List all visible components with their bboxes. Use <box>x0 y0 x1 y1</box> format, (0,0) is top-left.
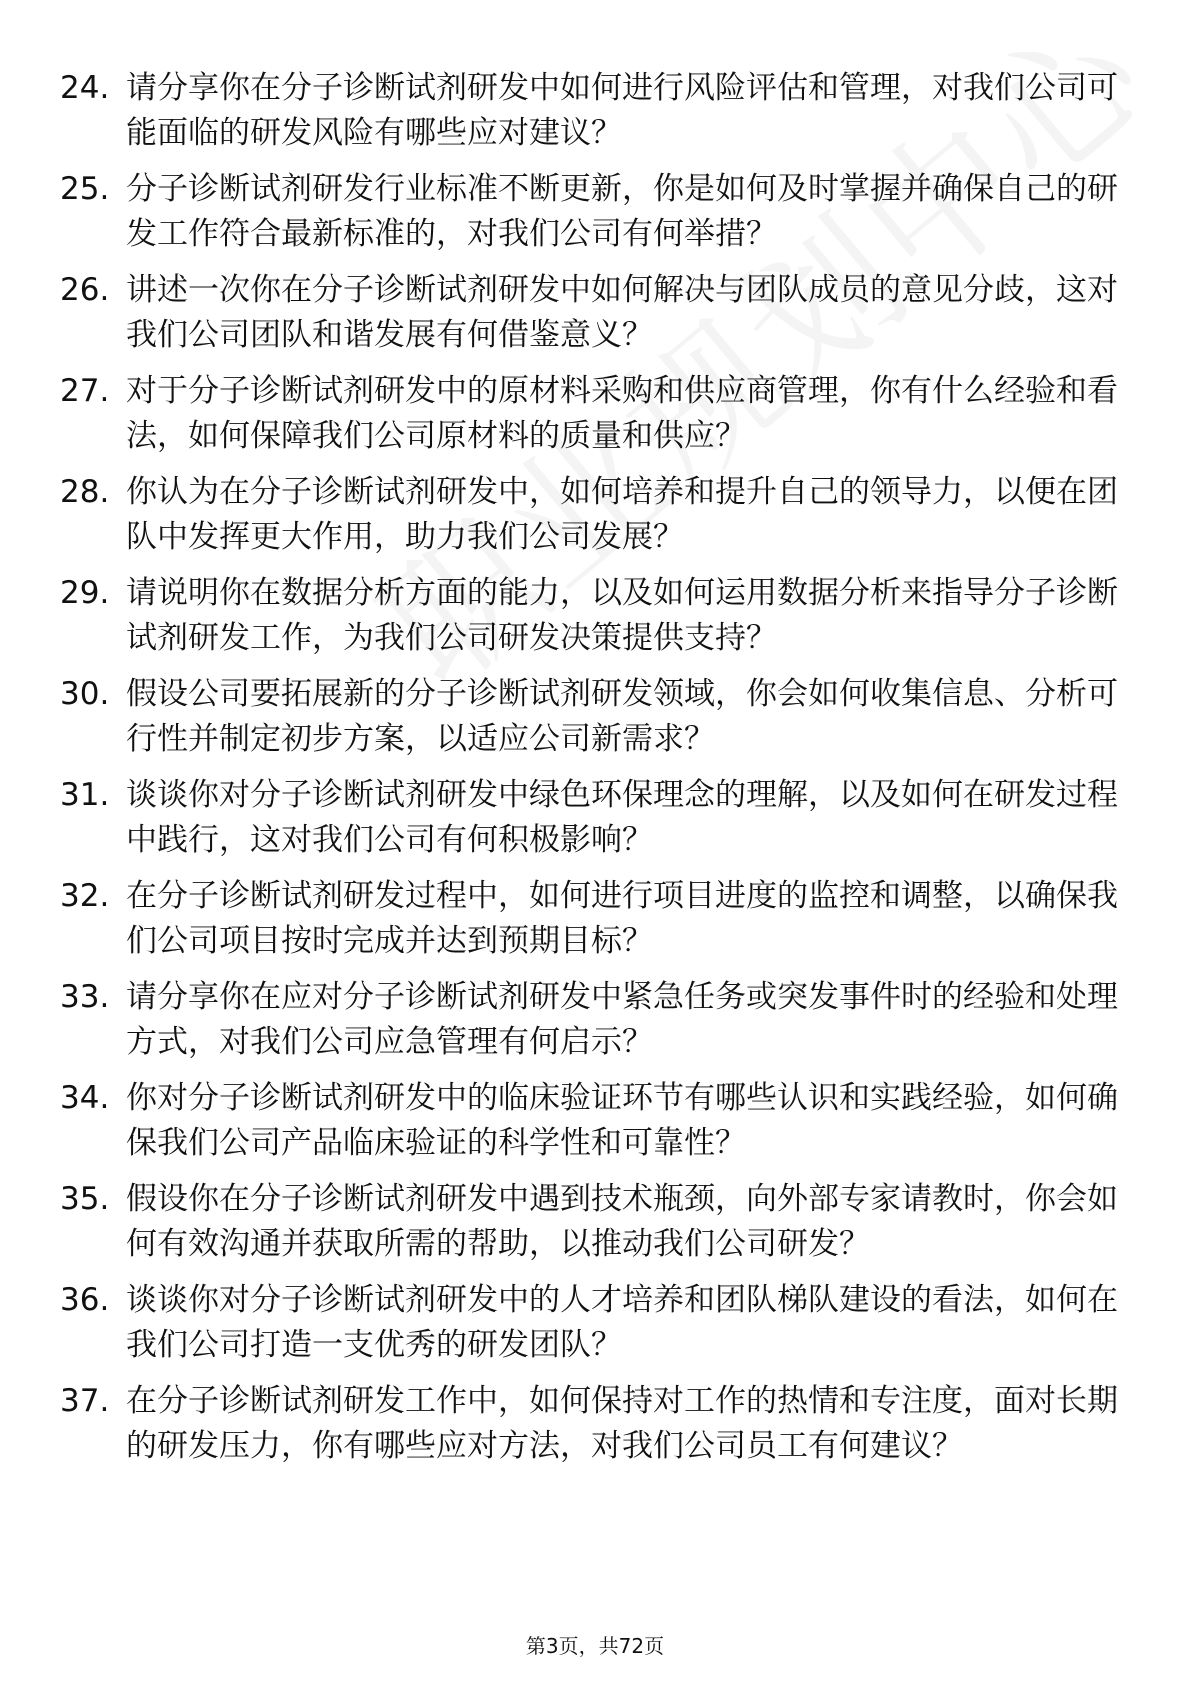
question-text: 分子诊断试剂研发行业标准不断更新，你是如何及时掌握并确保自己的研发工作符合最新标准的，对我们公司有何举措？ <box>126 171 1118 252</box>
question-number: 36. <box>60 1282 110 1318</box>
question-item <box>60 1177 1120 1267</box>
question-item <box>60 672 1120 762</box>
question-text: 请分享你在应对分子诊断试剂研发中紧急任务或突发事件时的经验和处理方式，对我们公司应急管理有何启示？ <box>126 979 1118 1060</box>
question-text: 假设你在分子诊断试剂研发中遇到技术瓶颈，向外部专家请教时，你会如何有效沟通并获取所需的帮助，以推动我们公司研发？ <box>126 1181 1118 1262</box>
question-item <box>60 66 1120 156</box>
question-number: 24. <box>60 70 110 106</box>
question-text: 谈谈你对分子诊断试剂研发中的人才培养和团队梯队建设的看法，如何在我们公司打造一支优秀的研发团队？ <box>126 1282 1118 1363</box>
question-number: 27. <box>60 373 110 409</box>
question-item <box>60 874 1120 964</box>
question-item <box>60 773 1120 863</box>
question-text: 讲述一次你在分子诊断试剂研发中如何解决与团队成员的意见分歧，这对我们公司团队和谐发展有何借鉴意义？ <box>126 272 1118 353</box>
question-number: 29. <box>60 575 110 611</box>
question-number: 33. <box>60 979 110 1015</box>
question-text: 你对分子诊断试剂研发中的临床验证环节有哪些认识和实践经验，如何确保我们公司产品临床验证的科学性和可靠性？ <box>126 1080 1118 1161</box>
question-number: 30. <box>60 676 110 712</box>
question-number: 35. <box>60 1181 110 1217</box>
question-text: 你认为在分子诊断试剂研发中，如何培养和提升自己的领导力，以便在团队中发挥更大作用，助力我们公司发展？ <box>126 474 1118 555</box>
question-item <box>60 975 1120 1065</box>
question-text: 假设公司要拓展新的分子诊断试剂研发领域，你会如何收集信息、分析可行性并制定初步方案，以适应公司新需求？ <box>126 676 1118 757</box>
question-item <box>60 369 1120 459</box>
question-number: 34. <box>60 1080 110 1116</box>
question-item <box>60 167 1120 257</box>
question-item <box>60 1278 1120 1368</box>
question-text: 对于分子诊断试剂研发中的原材料采购和供应商管理，你有什么经验和看法，如何保障我们公司原材料的质量和供应？ <box>126 373 1118 454</box>
question-number: 28. <box>60 474 110 510</box>
question-text: 在分子诊断试剂研发过程中，如何进行项目进度的监控和调整，以确保我们公司项目按时完成并达到预期目标？ <box>126 878 1118 959</box>
question-text: 在分子诊断试剂研发工作中，如何保持对工作的热情和专注度，面对长期的研发压力，你有哪些应对方法，对我们公司员工有何建议？ <box>126 1383 1118 1464</box>
question-text: 请说明你在数据分析方面的能力，以及如何运用数据分析来指导分子诊断试剂研发工作，为我们公司研发决策提供支持？ <box>126 575 1118 656</box>
question-item <box>60 1076 1120 1166</box>
question-text: 请分享你在分子诊断试剂研发中如何进行风险评估和管理，对我们公司可能面临的研发风险有哪些应对建议？ <box>126 70 1118 151</box>
page-footer: 第3页，共72页 <box>525 1634 665 1658</box>
question-number: 26. <box>60 272 110 308</box>
question-number: 25. <box>60 171 110 207</box>
question-item <box>60 571 1120 661</box>
question-list <box>60 66 1120 1480</box>
question-item <box>60 470 1120 560</box>
question-number: 37. <box>60 1383 110 1419</box>
question-number: 32. <box>60 878 110 914</box>
question-text: 谈谈你对分子诊断试剂研发中绿色环保理念的理解，以及如何在研发过程中践行，这对我们公司有何积极影响？ <box>126 777 1118 858</box>
question-number: 31. <box>60 777 110 813</box>
question-item <box>60 268 1120 358</box>
question-item <box>60 1379 1120 1469</box>
